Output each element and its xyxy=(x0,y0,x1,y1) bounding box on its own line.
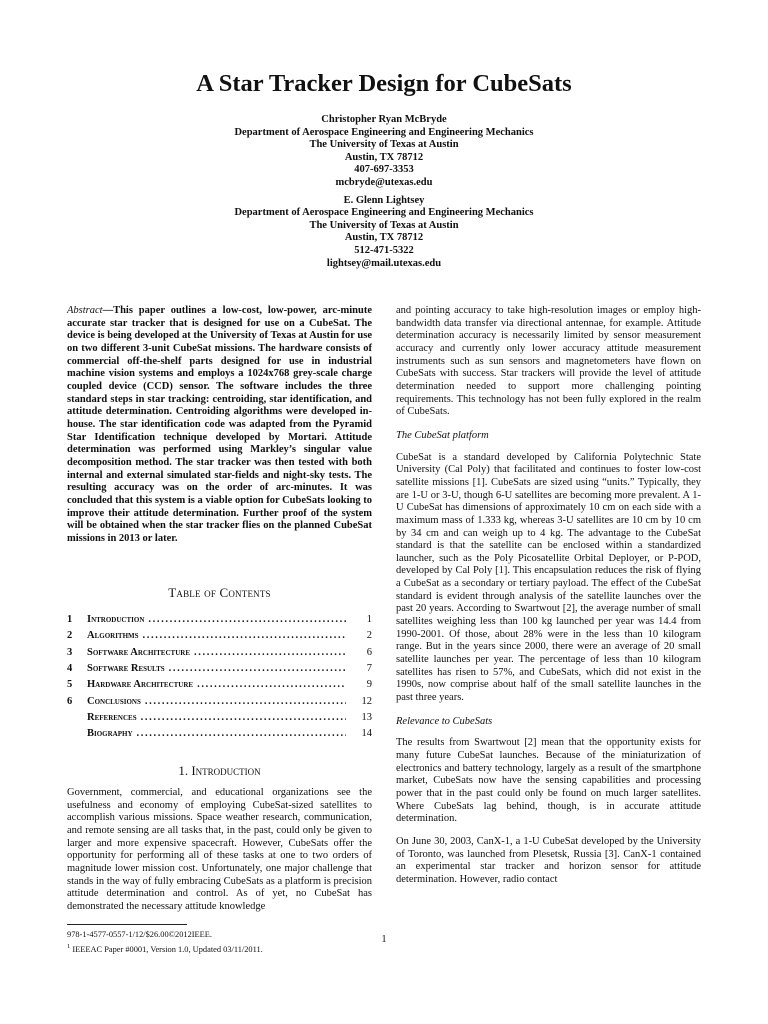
footnote-rule xyxy=(67,924,187,925)
author-block xyxy=(0,114,768,270)
toc-page: 6 xyxy=(366,646,372,658)
toc-entry[interactable] xyxy=(67,645,372,661)
author-department: Department of Aerospace Engineering and Engineering Mechanics xyxy=(234,126,534,138)
body-paragraph: The results from Swartwout [2] mean that the opportunity exists for many future CubeSat launches. Because of the miniaturization of electronics and battery technology, largely as a result of the smartphone market, CubeSats now have the sensing capabilities and processing power that in the past could only be found on much larger satellites. Where CubeSats lag behind, though, is in accurate attitude determination. xyxy=(396,737,701,825)
toc-number: 3 xyxy=(67,646,73,658)
toc-leader xyxy=(137,726,346,742)
author-name: Christopher Ryan McBryde xyxy=(321,114,447,125)
toc-entry[interactable] xyxy=(67,661,372,677)
toc-page: 13 xyxy=(361,711,372,723)
paper-title: A Star Tracker Design for CubeSats xyxy=(196,70,572,97)
toc-page: 2 xyxy=(366,630,372,642)
toc-entry[interactable] xyxy=(67,612,372,628)
author-university: The University of Texas at Austin xyxy=(309,139,459,151)
abstract-dash: — xyxy=(102,305,114,316)
toc-heading: Table of Contents xyxy=(168,585,271,601)
toc-label: Introduction xyxy=(87,614,145,626)
toc-entry[interactable] xyxy=(67,677,372,693)
toc-label: Conclusions xyxy=(87,695,141,707)
author-city: Austin, TX 78712 xyxy=(344,151,424,163)
abstract-text: This paper outlines a low-cost, low-power, arc-minute accurate star tracker that is designed for use on a CubeSat. The device is being developed at the University of Texas at Austin for use on two different 3-unit CubeSat missions. The hardware consists of commercial off-the-shelf parts designed for use in industrial machine vision systems and employs a 1024x768 grey-scale charge coupled device (CCD) sensor. The software includes the three standard steps in star tracking: centroiding, star identification, and attitude determination. Centroiding algorithms were developed in-house. The star identification code was adapted from the Pyramid Star Identification technique developed by Mortari. Attitude determination was performed using Markley’s singular value decomposition method. The star tracker was then tested with both internal and external simulated star-fields and night-sky tests. The resulting accuracy was on the order of arc-minutes. It was concluded that this system is a viable option for CubeSats looking to improve their attitude determination. Further proof of the system will be obtained when the star tracker flies on the planned CubeSat missions in 2013 or later. xyxy=(67,305,372,544)
toc-number: 1 xyxy=(67,614,73,626)
toc-number: 5 xyxy=(67,679,73,691)
toc-entry[interactable] xyxy=(67,726,372,742)
toc-page: 1 xyxy=(366,614,372,626)
toc-label: Algorithms xyxy=(87,630,139,642)
author-department: Department of Aerospace Engineering and Engineering Mechanics xyxy=(234,207,534,219)
author-university: The University of Texas at Austin xyxy=(309,219,459,231)
toc-number: 2 xyxy=(67,630,73,642)
abstract xyxy=(67,305,372,545)
section-heading: 1. Introduction xyxy=(178,762,261,778)
footnote-mark: 1 xyxy=(67,942,71,950)
toc-leader xyxy=(169,661,346,677)
right-column xyxy=(396,305,701,887)
author-name: E. Glenn Lightsey xyxy=(343,194,425,206)
abstract-label: Abstract xyxy=(67,305,103,316)
subsection-title: Relevance to CubeSats xyxy=(396,715,493,727)
footnote-text: IEEEAC Paper #0001, Version 1.0, Updated 03/11/2011. xyxy=(72,944,263,954)
subsection-title: The CubeSat platform xyxy=(396,429,489,441)
toc-entry[interactable] xyxy=(67,628,372,644)
toc-page: 14 xyxy=(361,728,372,740)
toc-page: 9 xyxy=(366,679,372,691)
toc-page: 7 xyxy=(366,663,372,675)
toc-leader xyxy=(197,677,346,693)
toc-leader xyxy=(145,694,346,710)
left-column xyxy=(67,305,372,914)
body-paragraph: On June 30, 2003, CanX-1, a 1-U CubeSat developed by the University of Toronto, was launched from Plesetsk, Russia [3]. CanX-1 contained an experimental star tracker and horizon sensor for attitude determination. However, radio contact xyxy=(396,835,701,885)
toc-number: 6 xyxy=(67,695,73,707)
page-number: 1 xyxy=(381,934,387,945)
toc-leader xyxy=(148,612,346,628)
toc-page: 12 xyxy=(361,695,372,707)
author-email: mcbryde@utexas.edu xyxy=(335,176,433,188)
author-phone: 512-471-5322 xyxy=(354,244,414,256)
copyright-line: 978-1-4577-0557-1/12/$26.00©2012IEEE. xyxy=(67,930,212,939)
toc-entry[interactable] xyxy=(67,694,372,710)
toc-leader xyxy=(141,710,346,726)
toc-label: Software Architecture xyxy=(87,646,190,658)
body-paragraph: CubeSat is a standard developed by California Polytechnic State University (Cal Poly) that facilitated and continues to foster low-cost satellite missions [1]. CubeSats are sized using “units.” Typically, they are 1-U or 3-U, though 6-U satellites are becoming more prevalent. A 1-U CubeSat has dimensions of approximately 10 cm on each side with a maximum mass of 1.333 kg, whereas 3-U satellites are 10 cm by 10 cm by 34 cm and can weigh up to 4 kg. The advantage to the CubeSat standard is that the satellite can be enclosed within a standardized launcher, such as the Poly Picosatellite Orbital Deployer, or P-POD, developed by Cal Poly [1]. This encapsulation reduces the risk of flying a CubeSat as a secondary or tertiary payload. The effect of the CubeSat standard is evident through analysis of the satellite launches over the past 20 years. According to Swartwout [2], the average number of small satellites weighing less than 100 kg launched per year was 14.4 from 1990-2001. Of those, about 28% were in the less than 10 kilogram range. But in the years since 2000, there were an average of 20 small satellite launches per year. The percentage of less than 10 kilogram satellites has risen to 57%, and CubeSats, which did not exist in the 1990s, now comprise about half of the small satellite launches in the past three years. xyxy=(396,451,701,704)
author-phone: 407-697-3353 xyxy=(354,164,414,176)
table-of-contents xyxy=(67,612,372,742)
toc-entry[interactable] xyxy=(67,710,372,726)
body-paragraph: Government, commercial, and educational organizations see the usefulness and economy of employing CubeSat-sized satellites to accomplish various missions. Space weather research, communication, and remote sensing are all tasks that, in the past, could only be given to larger and more expensive spacecraft. However, CubeSats offer the opportunity for performing all of these tasks at one to two orders of magnitude lower mission cost. Unfortunately, one major challenge that stands in the way of fully embracing CubeSats as a platform is precision attitude determination and control. As of yet, no CubeSat has demonstrated the necessary attitude knowledge xyxy=(67,787,372,913)
toc-number: 4 xyxy=(67,663,73,675)
author-email: lightsey@mail.utexas.edu xyxy=(326,257,442,269)
body-paragraph: and pointing accuracy to take high-resolution images or employ high-bandwidth data transfer via directional antennae, for example. Attitude determination accuracy is necessarily limited by sensor measurement accuracy and currently only lower accuracy attitude measurement instruments such as sun sensors and magnetometers have flown on CubeSats with success. Star trackers will provide the level of attitude determination needed to support more challenging pointing requirements. This technology has not been fully explored in the realm of CubeSats. xyxy=(396,305,701,418)
toc-label: Software Results xyxy=(87,663,165,675)
toc-label: Biography xyxy=(87,728,133,740)
toc-leader xyxy=(194,645,346,661)
toc-leader xyxy=(143,628,346,644)
author-city: Austin, TX 78712 xyxy=(344,232,424,244)
toc-label: References xyxy=(87,711,137,723)
toc-label: Hardware Architecture xyxy=(87,679,194,691)
